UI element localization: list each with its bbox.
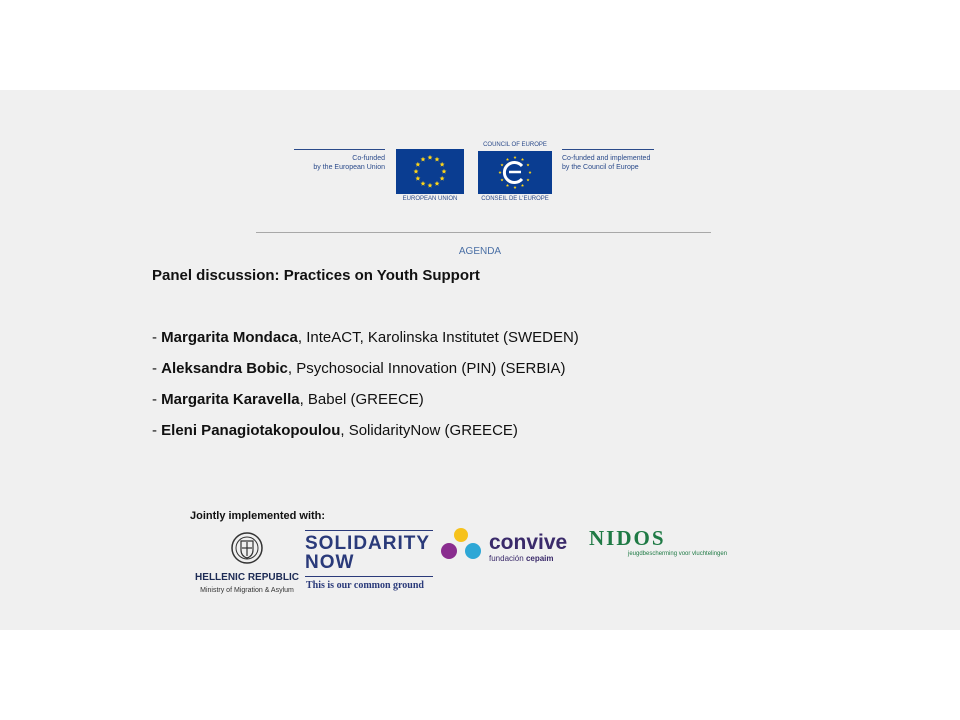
page-title: Panel discussion: Practices on Youth Support <box>152 267 480 284</box>
panelist-name: Margarita Mondaca <box>161 329 298 346</box>
solidarity-rule-bottom <box>305 576 433 577</box>
convive-sub2: cepaim <box>525 554 554 563</box>
eu-flag <box>396 149 464 194</box>
solidarity-tagline: This is our common ground <box>306 580 424 591</box>
convive-circles-icon <box>439 527 485 563</box>
separator-line <box>256 232 711 233</box>
convive-name: convive <box>489 531 568 554</box>
panelist-affiliation: , SolidarityNow (GREECE) <box>340 422 518 439</box>
coe-flag <box>478 151 552 194</box>
slide-panel <box>0 90 960 630</box>
eu-flag-caption: EUROPEAN UNION <box>402 196 458 202</box>
solidarity-rule-top <box>305 530 433 531</box>
panelist-name: Eleni Panagiotakopoulou <box>161 422 341 439</box>
list-item: - Margarita Karavella, Babel (GREECE) <box>152 391 424 408</box>
coe-top-caption: COUNCIL OF EUROPE <box>483 142 547 148</box>
hellenic-emblem-icon <box>230 531 264 565</box>
nidos-name: NIDOS <box>589 526 666 550</box>
hellenic-title: HELLENIC REPUBLIC <box>195 572 299 583</box>
panelist-affiliation: , Babel (GREECE) <box>299 391 424 408</box>
partners-label: Jointly implemented with: <box>190 510 326 522</box>
list-item: - Margarita Mondaca, InteACT, Karolinska Institutet (SWEDEN) <box>152 329 579 346</box>
agenda-label: AGENDA <box>458 246 502 257</box>
coe-logo-icon <box>478 151 552 194</box>
solidarity-line1: SOLIDARITY <box>305 533 431 554</box>
convive-sub <box>489 554 554 563</box>
coe-cofund-text: Co-funded and implemented by the Council of Europe <box>562 155 651 171</box>
coe-rule <box>562 149 654 150</box>
convive-sub1: fundación <box>489 554 524 563</box>
solidarity-line2: NOW <box>305 552 355 573</box>
eu-rule <box>294 149 385 150</box>
panelist-affiliation: , Psychosocial Innovation (PIN) (SERBIA) <box>287 360 566 377</box>
panelist-name: Margarita Karavella <box>161 391 300 408</box>
eu-cofund-text: Co-funded by the European Union <box>313 155 385 171</box>
nidos-tagline: jeugdbescherming voor vluchtelingen <box>628 551 728 557</box>
panelist-affiliation: , InteACT, Karolinska Institutet (SWEDEN) <box>297 329 579 346</box>
coe-bottom-caption: CONSEIL DE L'EUROPE <box>481 196 549 202</box>
list-item: - Eleni Panagiotakopoulou, SolidarityNow (GREECE) <box>152 422 518 439</box>
panelist-name: Aleksandra Bobic <box>161 360 288 377</box>
panelist-list <box>152 328 579 452</box>
hellenic-subtitle: Ministry of Migration & Asylum <box>200 587 294 594</box>
list-item: - Aleksandra Bobic, Psychosocial Innovation (PIN) (SERBIA) <box>152 360 566 377</box>
eu-stars-icon <box>396 149 464 194</box>
